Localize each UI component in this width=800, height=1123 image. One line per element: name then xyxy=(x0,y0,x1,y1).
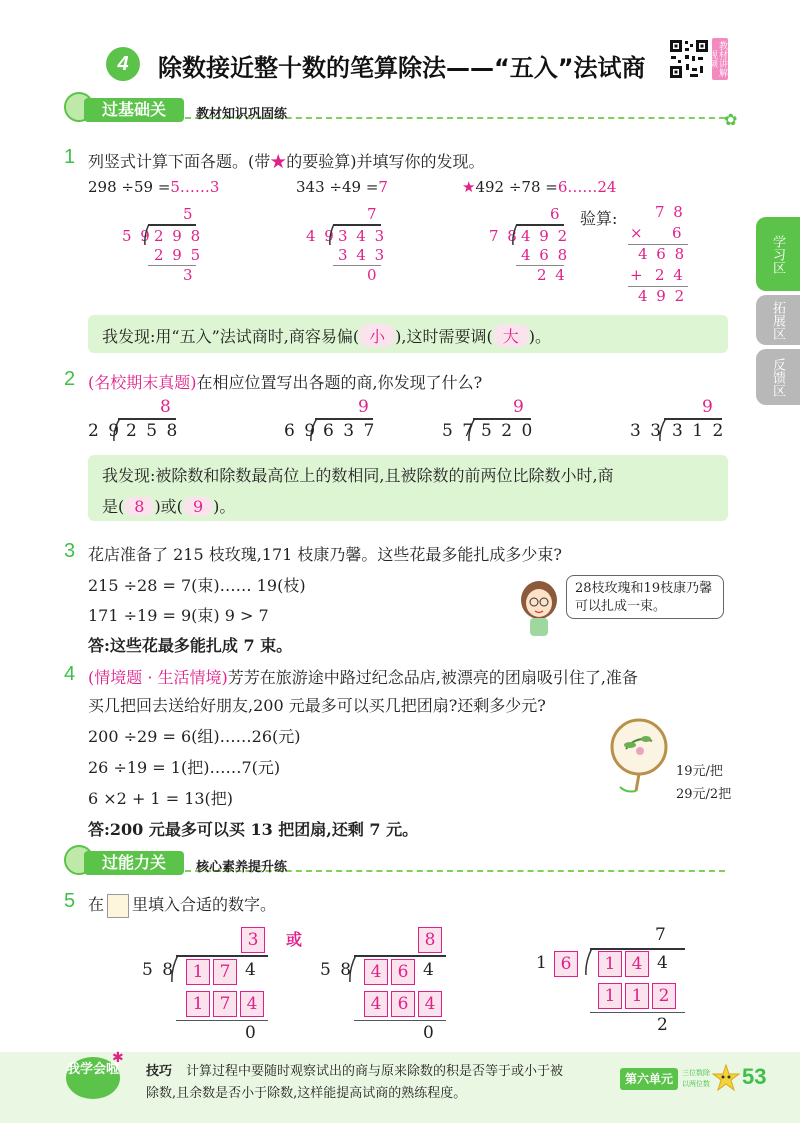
tip-label: 技巧 xyxy=(146,1064,173,1079)
equation xyxy=(88,178,219,196)
division-bracket xyxy=(328,224,338,246)
dividend: 3 1 2 xyxy=(672,421,726,441)
question-number: 2 xyxy=(64,368,76,390)
section-subtitle: 教材知识巩固练 xyxy=(196,107,288,122)
equation-lhs: 298 ÷59 = xyxy=(88,178,171,196)
partial-product: 3 4 3 xyxy=(338,246,387,264)
prompt-text: 里填入合适的数字。 xyxy=(132,895,277,914)
division-bracket xyxy=(143,224,153,246)
filled-digit: 4 xyxy=(418,991,442,1017)
price-label: 19元/把 xyxy=(676,764,723,779)
filled-digit: 1 xyxy=(598,951,622,977)
dividend: 3 4 3 xyxy=(338,227,387,245)
filled-digit: 1 xyxy=(625,983,649,1009)
divisor: 5 9 xyxy=(122,227,152,245)
prompt-text: 列竖式计算下面各题。(带 xyxy=(88,152,271,171)
dividend: 5 2 0 xyxy=(481,421,535,441)
remainder: 2 4 xyxy=(537,266,567,284)
filled-digit: 2 xyxy=(652,983,676,1009)
flower-icon: ✿ xyxy=(724,110,738,129)
star-icon: ★ xyxy=(462,178,476,196)
finding-text xyxy=(102,494,235,517)
filled-digit: 4 xyxy=(625,951,649,977)
dividend: 2 5 8 xyxy=(126,421,180,441)
answer: 8 xyxy=(124,497,154,516)
answer: 大 xyxy=(493,324,529,347)
divisor: 5 8 xyxy=(320,960,354,980)
solution-line: 171 ÷19 = 9(束) 9 > 7 xyxy=(88,606,269,625)
remainder: 0 xyxy=(245,1023,258,1043)
answer-line: 答:200 元最多可以买 13 把团扇,还剩 7 元。 xyxy=(88,820,419,839)
answer: 5……3 xyxy=(170,178,220,196)
division-bracket xyxy=(170,955,182,983)
side-tab-study[interactable]: 学习区 xyxy=(756,217,800,291)
unit-subtitle: 三位数除以两位数 xyxy=(682,1069,710,1088)
side-tab-extend[interactable]: 拓展区 xyxy=(756,295,800,345)
star-icon: ★ xyxy=(270,152,287,171)
partial-product: 2 9 5 xyxy=(154,246,203,264)
check-row: 6 xyxy=(672,224,684,242)
finding-text-c: )。 xyxy=(213,497,236,516)
divisor: 3 3 xyxy=(630,421,664,441)
price-label: 29元/2把 xyxy=(676,787,732,802)
solution-line: 26 ÷19 = 1(把)……7(元) xyxy=(88,758,281,777)
quotient: 9 xyxy=(702,397,715,417)
answer-line: 答:这些花最多能扎成 7 束。 xyxy=(88,636,293,655)
remainder: 0 xyxy=(423,1023,436,1043)
section-badge: 过能力关 xyxy=(84,851,184,875)
quotient: 9 xyxy=(358,397,371,417)
finding-text-a: 我发现:用“五入”法试商时,商容易偏( xyxy=(102,327,360,346)
speech-bubble: 28枝玫瑰和19枝康乃馨可以扎成一束。 xyxy=(566,575,724,619)
quotient: 5 xyxy=(183,205,195,223)
filled-digit: 8 xyxy=(418,927,442,953)
or-label: 或 xyxy=(286,930,303,949)
footer-badge: 我学会啦 xyxy=(66,1057,120,1099)
remainder: 2 xyxy=(657,1015,670,1035)
finding-text xyxy=(102,324,551,347)
question-prompt xyxy=(88,370,482,393)
divisor: 5 7 xyxy=(442,421,476,441)
check-row: 4 9 2 xyxy=(638,287,687,305)
divisor: 7 8 xyxy=(489,227,519,245)
digit: 4 xyxy=(423,960,436,980)
solution-line: 215 ÷28 = 7(束)…… 19(枝) xyxy=(88,576,306,595)
prompt-text: 在相应位置写出各题的商,你发现了什么? xyxy=(196,373,483,392)
question-number: 3 xyxy=(64,540,76,562)
filled-digit: 6 xyxy=(391,959,415,985)
tip-text: 除数,且余数是否小于除数,这样能提高试商的熟练程度。 xyxy=(146,1086,467,1101)
tip-text: 计算过程中要随时观察试出的商与原来除数的积是否等于或小于被 xyxy=(186,1064,564,1079)
remainder: 0 xyxy=(367,266,379,284)
quotient: 6 xyxy=(550,205,562,223)
check-row: 7 8 xyxy=(655,203,685,221)
finding-text-c: )。 xyxy=(528,327,551,346)
answer: 6……24 xyxy=(557,178,617,196)
answer: 9 xyxy=(183,497,213,516)
finding-text: 我发现:被除数和除数最高位上的数相同,且被除数的前两位比除数小时,商 xyxy=(102,466,614,485)
operator: × xyxy=(630,224,645,242)
partial-product: 4 6 8 xyxy=(521,246,570,264)
star-icon: ✱ xyxy=(112,1050,124,1066)
filled-digit: 7 xyxy=(213,991,237,1017)
filled-digit: 6 xyxy=(554,951,578,977)
equation xyxy=(462,178,616,196)
division-bracket xyxy=(348,955,360,983)
mascot-icon xyxy=(712,1064,740,1092)
filled-digit: 1 xyxy=(186,959,210,985)
operator: + xyxy=(630,266,645,284)
lesson-badge: 4 xyxy=(106,47,140,81)
division-bracket xyxy=(584,948,596,976)
finding-text-a: 是( xyxy=(102,497,125,516)
girl-illustration-icon xyxy=(514,576,564,640)
quotient: 9 xyxy=(513,397,526,417)
filled-digit: 3 xyxy=(241,927,265,953)
dividend: 2 9 8 xyxy=(154,227,203,245)
digit: 4 xyxy=(245,960,258,980)
question-prompt xyxy=(88,665,638,688)
equation-lhs: 343 ÷49 = xyxy=(296,178,379,196)
question-prompt xyxy=(88,149,485,172)
blank-box xyxy=(107,894,129,918)
prompt-text: 在 xyxy=(88,895,105,914)
digit: 4 xyxy=(657,953,670,973)
quotient: 7 xyxy=(367,205,379,223)
fan-icon xyxy=(606,717,672,797)
filled-digit: 6 xyxy=(391,991,415,1017)
quotient: 7 xyxy=(655,925,668,945)
question-number: 1 xyxy=(64,146,76,168)
check-label: 验算: xyxy=(580,209,618,228)
dividend: 6 3 7 xyxy=(323,421,377,441)
check-row: 4 6 8 xyxy=(638,245,687,263)
divisor: 4 9 xyxy=(306,227,336,245)
qr-caption: 教材讲解视频 xyxy=(712,38,728,80)
page-number: 53 xyxy=(742,1064,767,1089)
question-number: 5 xyxy=(64,890,76,912)
question-tag: (情境题 · 生活情境) xyxy=(88,668,228,687)
divisor: 5 8 xyxy=(142,960,176,980)
question-prompt xyxy=(88,892,276,918)
filled-digit: 4 xyxy=(364,959,388,985)
digit: 1 xyxy=(536,953,549,973)
filled-digit: 1 xyxy=(186,991,210,1017)
finding-text-b: )或( xyxy=(154,497,183,516)
page-title: 除数接近整十数的笔算除法——“五入”法试商 xyxy=(158,54,646,82)
question-prompt: 买几把回去送给好朋友,200 元最多可以买几把团扇?还剩多少元? xyxy=(88,696,546,715)
solution-line: 6 ×2 + 1 = 13(把) xyxy=(88,789,234,808)
answer: 7 xyxy=(378,178,388,196)
finding-text-b: ),这时需要调( xyxy=(395,327,493,346)
section-badge: 过基础关 xyxy=(84,98,184,122)
prompt-text: 的要验算)并填写你的发现。 xyxy=(286,152,485,171)
prompt-text: 芳芳在旅游途中路过纪念品店,被漂亮的团扇吸引住了,准备 xyxy=(227,668,638,687)
solution-line: 200 ÷29 = 6(组)……26(元) xyxy=(88,727,301,746)
divisor: 2 9 xyxy=(88,421,122,441)
section-subtitle: 核心素养提升练 xyxy=(196,860,288,875)
equation xyxy=(296,178,388,196)
filled-digit: 1 xyxy=(598,983,622,1009)
dividend: 4 9 2 xyxy=(521,227,570,245)
answer: 小 xyxy=(359,324,395,347)
qr-code-icon[interactable] xyxy=(668,38,710,80)
check-row: 2 4 xyxy=(655,266,685,284)
filled-digit: 4 xyxy=(240,991,264,1017)
filled-digit: 4 xyxy=(364,991,388,1017)
remainder: 3 xyxy=(183,266,195,284)
filled-digit: 7 xyxy=(213,959,237,985)
divisor: 6 9 xyxy=(284,421,318,441)
question-number: 4 xyxy=(64,663,76,685)
side-tab-feedback[interactable]: 反馈区 xyxy=(756,349,800,405)
question-tag: (名校期末真题) xyxy=(88,373,197,392)
equation-lhs: 492 ÷78 = xyxy=(475,178,558,196)
division-bracket xyxy=(511,224,521,246)
question-prompt: 花店准备了 215 枝玫瑰,171 枝康乃馨。这些花最多能扎成多少束? xyxy=(88,545,563,564)
unit-label: 第六单元 xyxy=(620,1068,678,1090)
quotient: 8 xyxy=(160,397,173,417)
